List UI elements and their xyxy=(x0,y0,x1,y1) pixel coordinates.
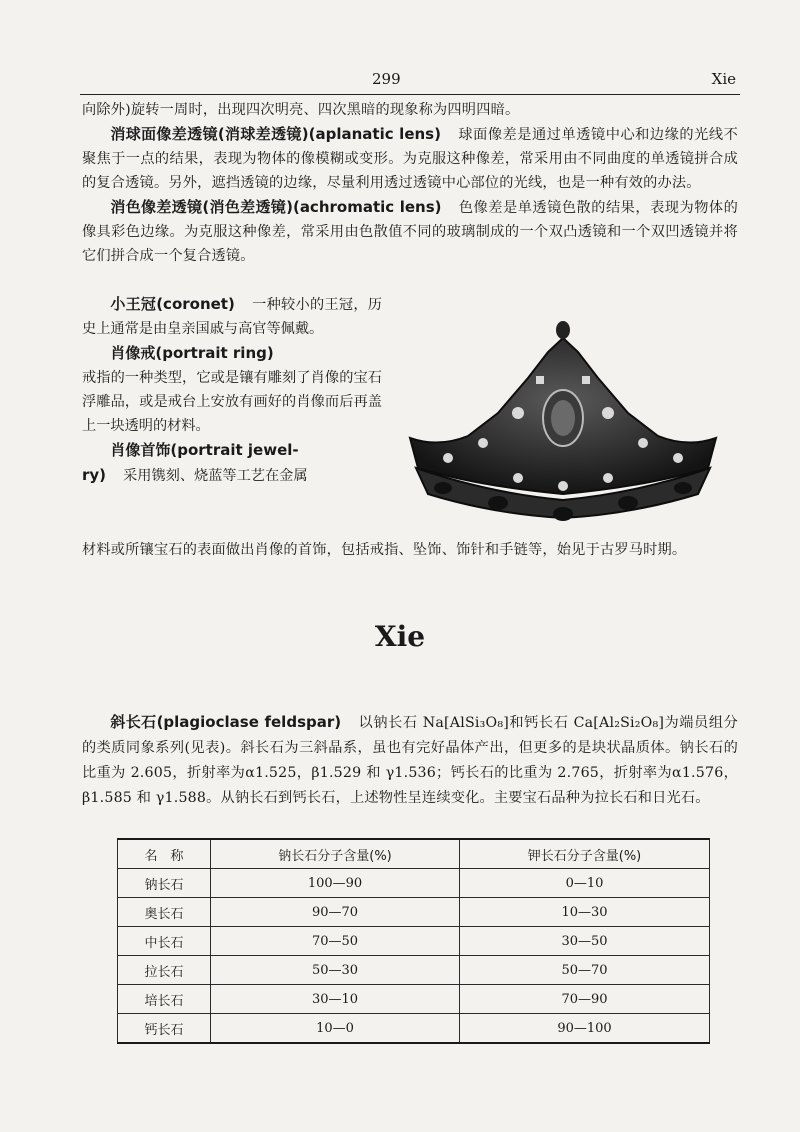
feldspar-composition-table xyxy=(117,838,710,1044)
table-cell: 10—30 xyxy=(460,898,710,927)
entry-aplanatic-lens xyxy=(82,122,738,195)
entry-text-part1: 采用镌刻、烧蓝等工艺在金属 xyxy=(123,468,308,484)
entry-term: 消球面像差透镜(消球差透镜)(aplanatic lens) xyxy=(110,125,441,143)
table-row xyxy=(118,898,710,927)
entry-coronet xyxy=(82,292,382,341)
table-row xyxy=(118,869,710,898)
table-row xyxy=(118,927,710,956)
entry-plagioclase-feldspar xyxy=(82,710,738,811)
running-head: Xie xyxy=(711,70,736,88)
entry-term-part1: 肖像首饰(portrait jewel- xyxy=(110,441,299,459)
entry-text: 球面像差是通过单透镜中心和边缘的光线不聚焦于一点的结果，表现为物体的像模糊或变形。为克服这种像差，常采用由不同曲度的单透镜拼合成的复合透镜。另外，遮挡透镜的边缘，尽量利用透过透镜中心部位的光线，也是一种有效的办法。 xyxy=(82,127,738,191)
page-header xyxy=(80,66,740,95)
coronet-illustration xyxy=(398,318,728,530)
page-number: 299 xyxy=(372,70,401,88)
table-row xyxy=(118,985,710,1014)
table-row xyxy=(118,1014,710,1044)
table-cell: 50—30 xyxy=(211,956,460,985)
entry-text: 戒指的一种类型，它或是镶有雕刻了肖像的宝石浮雕品，或是戒台上安放有画好的肖像而后再盖上一块透明的材料。 xyxy=(82,370,382,434)
continuation-text: 向除外)旋转一周时，出现四次明亮、四次黑暗的现象称为四明四暗。 xyxy=(82,102,520,118)
entry-portrait-jewelry-start xyxy=(82,438,382,463)
column-header: 名 称 xyxy=(118,839,211,869)
entry-portrait-jewelry-rest: 材料或所镶宝石的表面做出肖像的首饰，包括戒指、坠饰、饰针和手链等，始见于古罗马时期。 xyxy=(82,542,687,558)
entry-portrait-ring xyxy=(82,341,382,438)
table-cell: 中长石 xyxy=(118,927,211,956)
column-header: 钾长石分子含量(%) xyxy=(460,839,710,869)
table-cell: 培长石 xyxy=(118,985,211,1014)
entry-term: 斜长石(plagioclase feldspar) xyxy=(110,713,342,731)
table-cell: 50—70 xyxy=(460,956,710,985)
table-header-row xyxy=(118,839,710,869)
column-header: 钠长石分子含量(%) xyxy=(211,839,460,869)
table-cell: 10—0 xyxy=(211,1014,460,1044)
table-cell: 0—10 xyxy=(460,869,710,898)
entry-term: 肖像戒(portrait ring) xyxy=(110,344,274,362)
table-cell: 30—10 xyxy=(211,985,460,1014)
table-cell: 90—70 xyxy=(211,898,460,927)
entries-block-bottom xyxy=(82,538,738,562)
entry-achromatic-lens xyxy=(82,195,738,268)
entry-text: 色像差是单透镜色散的结果，表现为物体的像具彩色边缘。为克服这种像差，常采用由色散值不同的玻璃制成的一个双凸透镜和一个双凹透镜并将它们拼合成一个复合透镜。 xyxy=(82,200,738,264)
table-cell: 奥长石 xyxy=(118,898,211,927)
table-cell: 70—50 xyxy=(211,927,460,956)
entries-block-top xyxy=(82,98,738,268)
table-cell: 90—100 xyxy=(460,1014,710,1044)
table-cell: 钠长石 xyxy=(118,869,211,898)
entry-term: 消色像差透镜(消色差透镜)(achromatic lens) xyxy=(110,198,442,216)
entry-text: 一种较小的王冠，历史上通常是由皇亲国戚与高官等佩戴。 xyxy=(82,297,382,337)
entries-block-left-column xyxy=(82,292,382,488)
table-cell: 30—50 xyxy=(460,927,710,956)
table-cell: 100—90 xyxy=(211,869,460,898)
entry-term-part2: ry) xyxy=(82,466,107,484)
entry-text: 以钠长石 Na[AlSi₃O₈]和钙长石 Ca[Al₂Si₂O₈]为端员组分的类质同象系列(见表)。斜长石为三斜晶系，虽也有完好晶体产出，但更多的是块状晶质体。钠长石的比重为 2.605，折射率为α1.525，β1.529 和 γ1.536；钙长石的比重为 2.765，折射率为α1.576，β1.585 和 γ1.588。从钠长石到钙长石，上述物性呈连续变化。主要宝石品种为拉长石和日光石。 xyxy=(82,715,738,806)
entry-portrait-jewelry-line2 xyxy=(82,463,382,488)
table-cell: 70—90 xyxy=(460,985,710,1014)
table-cell: 拉长石 xyxy=(118,956,211,985)
section-heading: Xie xyxy=(374,620,426,653)
table-cell: 钙长石 xyxy=(118,1014,211,1044)
entry-term: 小王冠(coronet) xyxy=(110,295,235,313)
table-row xyxy=(118,956,710,985)
